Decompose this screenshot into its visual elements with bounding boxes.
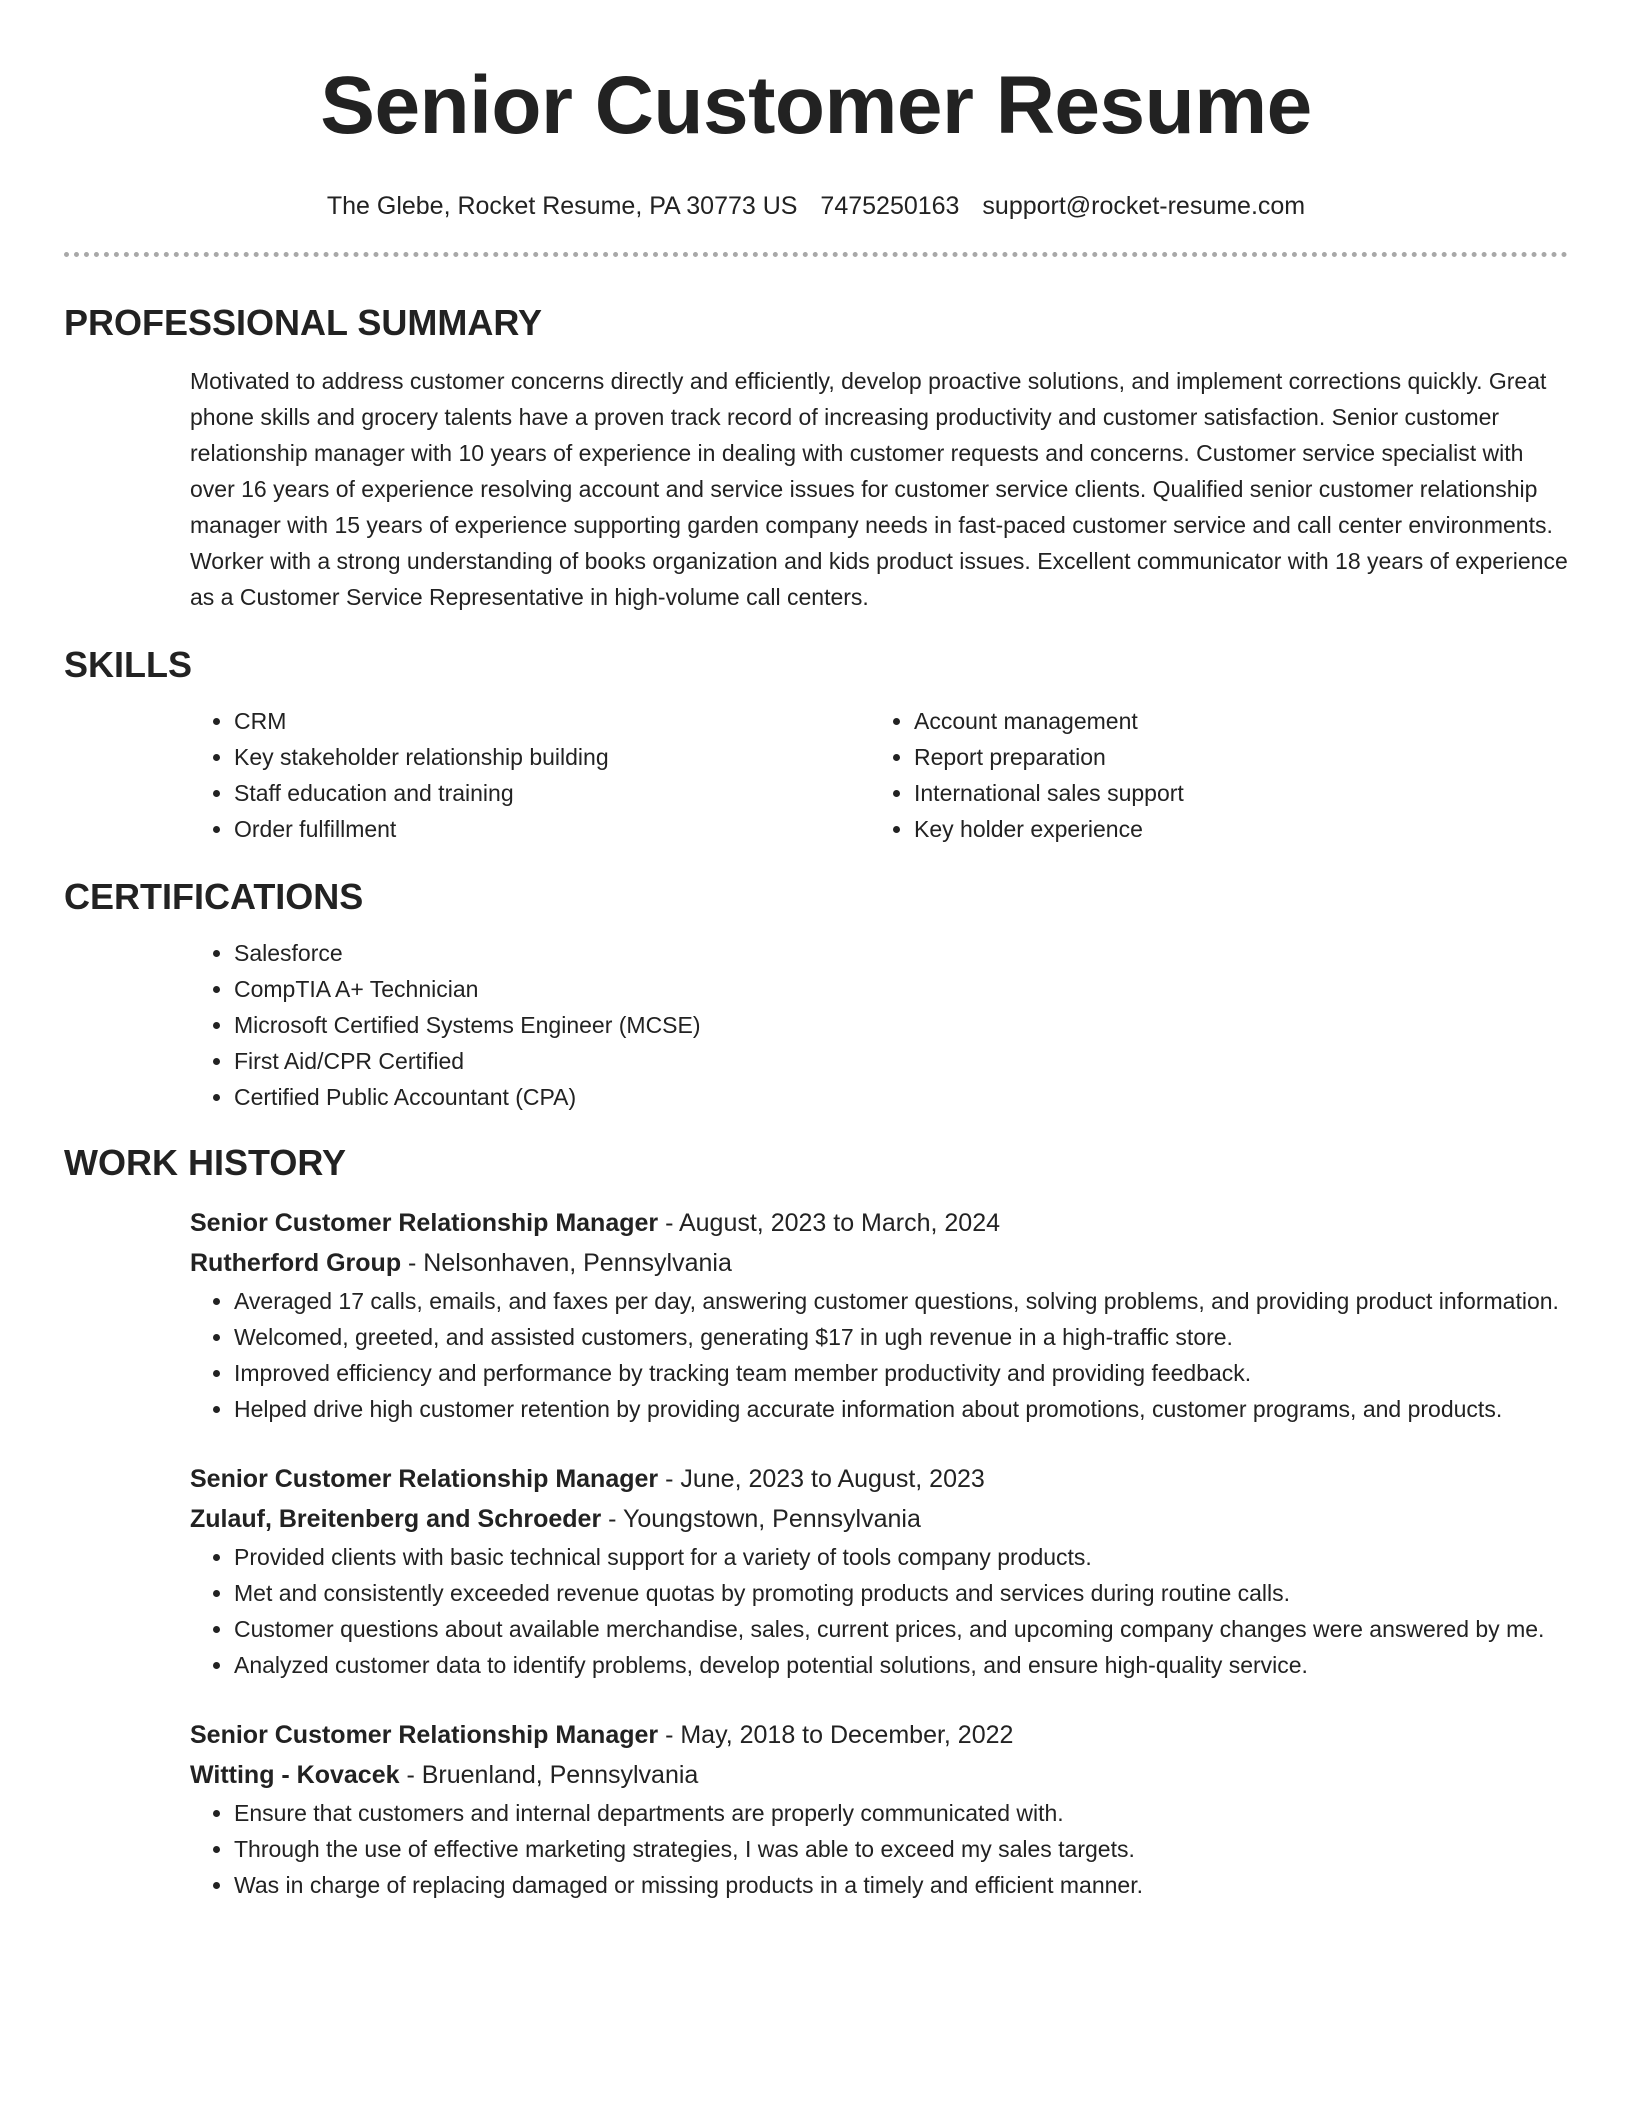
contact-address: The Glebe, Rocket Resume, PA 30773 US [326, 192, 798, 220]
skill-item: • Key holder experience [914, 811, 1550, 847]
job-role: Senior Customer Relationship Manager [190, 1209, 659, 1237]
job-bullet: • Was in charge of replacing damaged or missing products in a timely and efficient manner. [234, 1867, 1568, 1903]
job-company: Rutherford Group [190, 1249, 402, 1277]
job-entry [190, 1203, 1568, 1427]
job-role-line [190, 1715, 1568, 1755]
summary-text: Motivated to address customer concerns directly and efficiently, develop proactive solutions, and implement corrections quickly. Great phone skills and grocery talents have a proven track record of increasing productivity and customer satisfaction. Senior customer relationship manager with 10 years of experience in dealing with customer requests and concerns. Customer service specialist with over 16 years of experience resolving account and service issues for customer service clients. Qualified senior customer relationship manager with 15 years of experience supporting garden company needs in fast-paced customer service and call center environments. Worker with a strong understanding of books organization and kids product issues. Excellent communicator with 18 years of experience as a Customer Service Representative in high-volume call centers. [190, 368, 1568, 610]
job-entry [190, 1715, 1568, 1903]
job-bullet: • Averaged 17 calls, emails, and faxes per day, answering customer questions, solving problems, and providing product information. [234, 1283, 1568, 1319]
job-location: - Youngstown, Pennsylvania [601, 1505, 921, 1533]
job-bullet: • Provided clients with basic technical support for a variety of tools company products. [234, 1539, 1568, 1575]
certification-item: • CompTIA A+ Technician [234, 971, 1568, 1007]
job-bullet: • Through the use of effective marketing strategies, I was able to exceed my sales targets. [234, 1831, 1568, 1867]
job-location: - Bruenland, Pennsylvania [399, 1761, 699, 1789]
job-bullet: • Helped drive high customer retention by providing accurate information about promotions, customer programs, and products. [234, 1391, 1568, 1427]
professional-summary-section [64, 301, 1568, 615]
contact-email: support@rocket-resume.com [982, 192, 1306, 220]
job-role-line [190, 1203, 1568, 1243]
job-bullet: • Analyzed customer data to identify problems, develop potential solutions, and ensure high-quality service. [234, 1647, 1568, 1683]
section-title-skills: SKILLS [64, 644, 193, 685]
certification-item: • Microsoft Certified Systems Engineer (MCSE) [234, 1007, 1568, 1043]
skill-item: • CRM [234, 703, 870, 739]
job-bullet: • Improved efficiency and performance by tracking team member productivity and providing feedback. [234, 1355, 1568, 1391]
certification-item: • First Aid/CPR Certified [234, 1043, 1568, 1079]
skill-item: • Key stakeholder relationship building [234, 739, 870, 775]
job-company: Witting - Kovacek [190, 1761, 400, 1789]
certification-item: • Salesforce [234, 935, 1568, 971]
skill-item: • Account management [914, 703, 1550, 739]
section-title-certifications: CERTIFICATIONS [64, 876, 364, 917]
section-title-work-history: WORK HISTORY [64, 1142, 347, 1183]
job-company-line [190, 1755, 1568, 1795]
section-title-summary: PROFESSIONAL SUMMARY [64, 302, 543, 343]
job-bullet: • Customer questions about available merchandise, sales, current prices, and upcoming company changes were answered by me. [234, 1611, 1568, 1647]
job-location: - Nelsonhaven, Pennsylvania [401, 1249, 732, 1277]
job-role: Senior Customer Relationship Manager [190, 1721, 659, 1749]
job-company-line [190, 1499, 1568, 1539]
skill-item: • Order fulfillment [234, 811, 870, 847]
skills-column-left [190, 703, 870, 847]
skills-section [64, 643, 1568, 847]
skill-item: • Staff education and training [234, 775, 870, 811]
certification-item: • Certified Public Accountant (CPA) [234, 1079, 1568, 1115]
skill-item: • International sales support [914, 775, 1550, 811]
work-history-section [64, 1141, 1568, 1903]
contact-phone: 7475250163 [820, 192, 960, 220]
skills-column-right [870, 703, 1550, 847]
job-bullet: • Ensure that customers and internal departments are properly communicated with. [234, 1795, 1568, 1831]
job-dates: - August, 2023 to March, 2024 [658, 1209, 1001, 1237]
job-dates: - May, 2018 to December, 2022 [658, 1721, 1014, 1749]
skill-item: • Report preparation [914, 739, 1550, 775]
job-entry [190, 1459, 1568, 1683]
job-role-line [190, 1459, 1568, 1499]
job-company-line [190, 1243, 1568, 1283]
certifications-section [64, 875, 1568, 1115]
resume-title: Senior Customer Resume [320, 60, 1312, 151]
job-bullet: • Welcomed, greeted, and assisted customers, generating $17 in ugh revenue in a high-traffic store. [234, 1319, 1568, 1355]
job-bullet: • Met and consistently exceeded revenue quotas by promoting products and services during routine calls. [234, 1575, 1568, 1611]
header-divider [64, 252, 1568, 257]
job-dates: - June, 2023 to August, 2023 [658, 1465, 985, 1493]
contact-line [64, 190, 1568, 222]
job-role: Senior Customer Relationship Manager [190, 1465, 659, 1493]
job-company: Zulauf, Breitenberg and Schroeder [190, 1505, 602, 1533]
